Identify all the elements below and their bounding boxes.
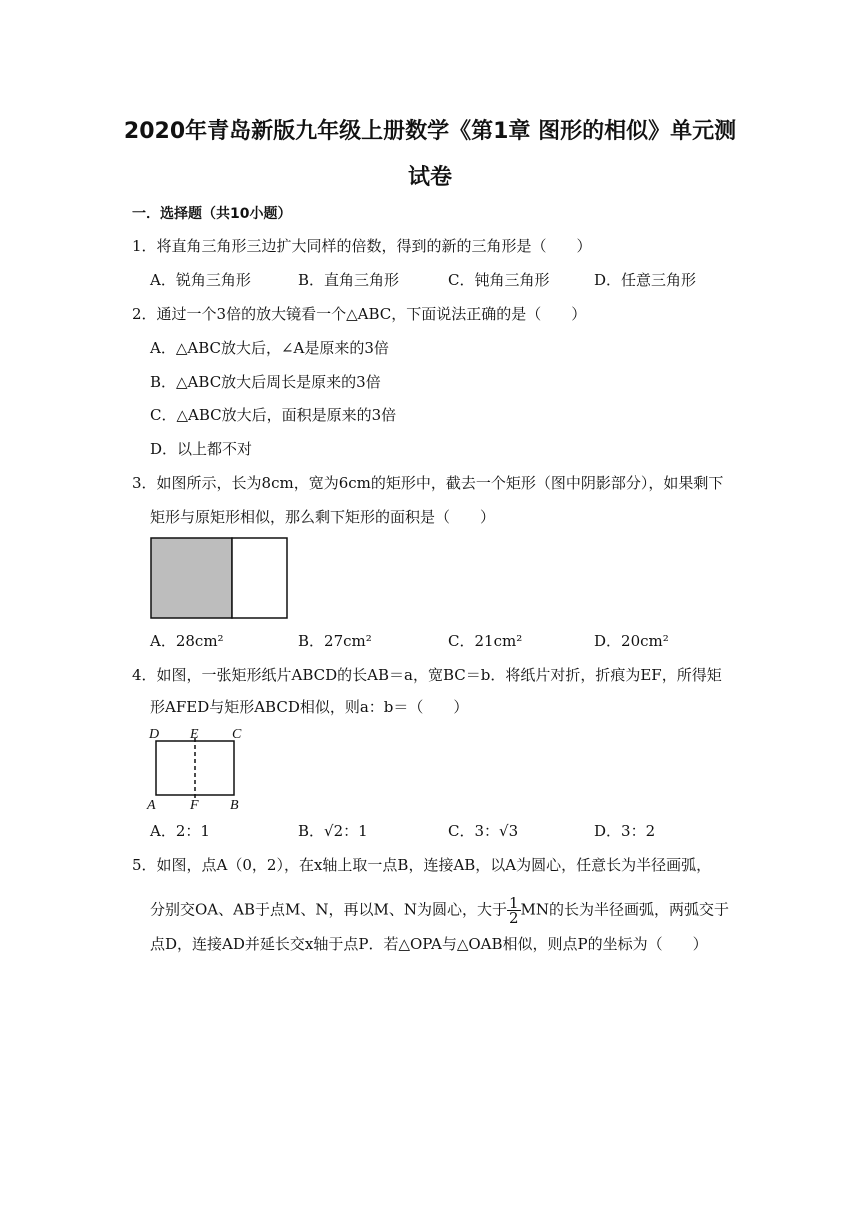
- q4-label-b: B: [230, 798, 239, 813]
- q4-option-b: B．√2：1: [298, 822, 368, 840]
- q3-shaded-rectangle: [151, 538, 232, 618]
- q4-option-a: A．2：1: [150, 822, 210, 840]
- q4-label-a: A: [147, 798, 156, 813]
- fraction-numerator: 1: [508, 894, 519, 912]
- q4-label-c: C: [232, 727, 242, 742]
- q4-fold-figure: [146, 725, 246, 811]
- question-5-text-line3: 点D，连接AD并延长交x轴于点P．若△OPA与△OAB相似，则点P的坐标为（ ）: [150, 935, 708, 953]
- q3-option-d: D．20cm²: [594, 632, 669, 650]
- question-4-text-line2: 形AFED与矩形ABCD相似，则a：b＝（ ）: [150, 698, 469, 716]
- q4-option-c: C．3：√3: [448, 822, 519, 840]
- q2-option-d: D．以上都不对: [150, 440, 253, 458]
- q3-option-b: B．27cm²: [298, 632, 372, 650]
- fraction-denominator: 2: [508, 909, 519, 927]
- question-2-text: 2．通过一个3倍的放大镜看一个△ABC，下面说法正确的是（ ）: [132, 305, 587, 323]
- q4-label-f: F: [190, 798, 199, 813]
- question-5-text-line2: [150, 896, 729, 925]
- q5-line2-part2: MN的长为半径画弧，两弧交于: [520, 900, 730, 919]
- question-5-text-line1: 5．如图，点A（0，2），在x轴上取一点B，连接AB，以A为圆心，任意长为半径画弧，: [132, 856, 712, 874]
- q5-line2-part1: 分别交OA、AB于点M、N，再以M、N为圆心，大于: [150, 900, 507, 919]
- q4-option-d: D．3：2: [594, 822, 656, 840]
- question-3-text-line1: 3．如图所示，长为8cm，宽为6cm的矩形中，截去一个矩形（图中阴影部分），如果剩下: [132, 474, 724, 492]
- q5-fraction-one-half: [507, 896, 521, 925]
- q4-label-d: D: [149, 727, 160, 742]
- question-1-text: 1．将直角三角形三边扩大同样的倍数，得到的新的三角形是（ ）: [132, 237, 592, 255]
- question-4-text-line1: 4．如图，一张矩形纸片ABCD的长AB＝a，宽BC＝b．将纸片对折，折痕为EF，所得矩: [132, 666, 722, 684]
- document-title-line1: 2020年青岛新版九年级上册数学《第1章 图形的相似》单元测: [123, 119, 737, 144]
- q1-option-b: B．直角三角形: [298, 271, 400, 289]
- section-heading: 一．选择题（共10小题）: [132, 206, 292, 222]
- q3-option-c: C．21cm²: [448, 632, 523, 650]
- q3-option-a: A．28cm²: [150, 632, 224, 650]
- q1-option-c: C．钝角三角形: [448, 271, 550, 289]
- q2-option-a: A．△ABC放大后，∠A是原来的3倍: [150, 339, 389, 357]
- q1-option-a: A．锐角三角形: [150, 271, 251, 289]
- q1-option-d: D．任意三角形: [594, 271, 697, 289]
- q3-rectangle-figure: [150, 537, 288, 619]
- document-title-line2: 试卷: [407, 165, 452, 190]
- q2-option-b: B．△ABC放大后周长是原来的3倍: [150, 373, 381, 391]
- q2-option-c: C．△ABC放大后，面积是原来的3倍: [150, 406, 397, 424]
- question-3-text-line2: 矩形与原矩形相似，那么剩下矩形的面积是（ ）: [150, 508, 496, 526]
- q3-remaining-rectangle: [232, 538, 287, 618]
- q4-label-e: E: [190, 727, 199, 742]
